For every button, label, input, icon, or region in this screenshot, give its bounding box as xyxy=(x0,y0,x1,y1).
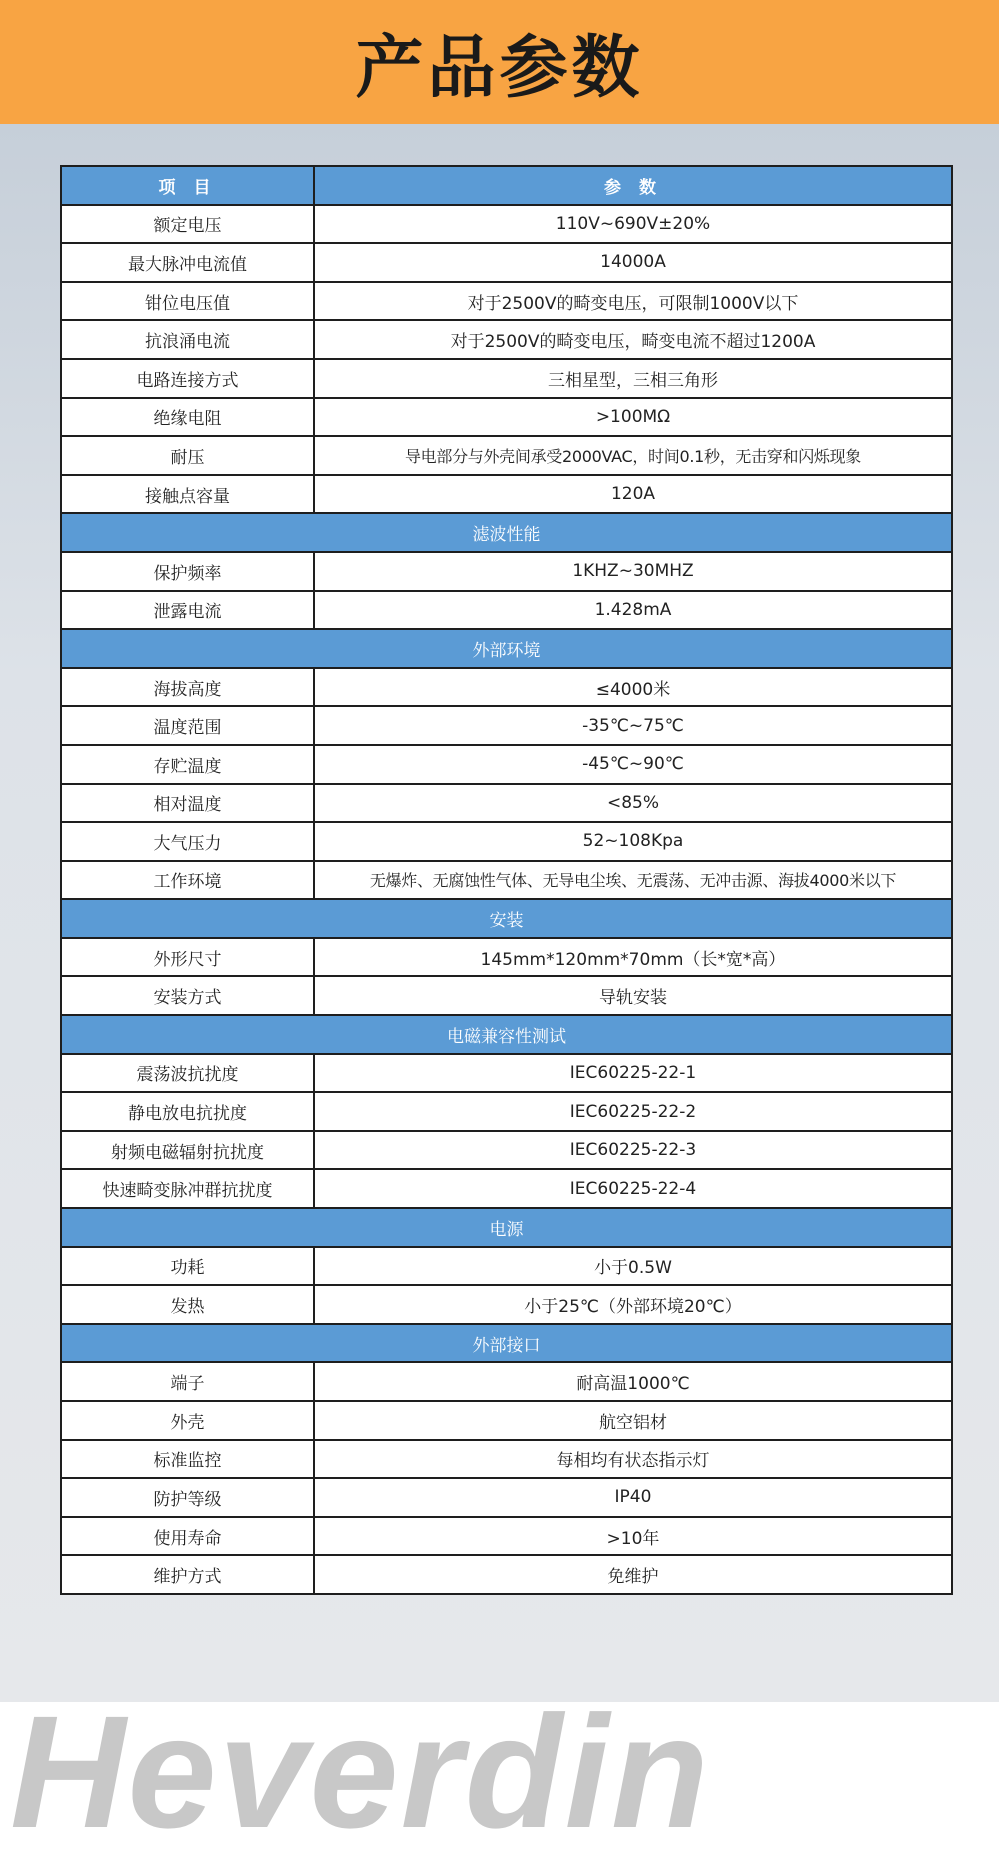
row-label: 外壳 xyxy=(61,1401,314,1440)
table-row xyxy=(61,1362,952,1401)
table-header-row xyxy=(61,166,952,205)
row-value: 120A xyxy=(314,475,952,514)
row-value: 14000A xyxy=(314,243,952,282)
row-value: 三相星型，三相三角形 xyxy=(314,359,952,398)
section-header-row xyxy=(61,1324,952,1363)
section-header-row xyxy=(61,629,952,668)
header-param: 参 数 xyxy=(314,166,952,205)
table-row xyxy=(61,398,952,437)
spec-table xyxy=(60,165,953,1595)
row-label: 接触点容量 xyxy=(61,475,314,514)
row-value: 每相均有状态指示灯 xyxy=(314,1440,952,1479)
row-value: IEC60225-22-1 xyxy=(314,1054,952,1093)
table-row xyxy=(61,359,952,398)
row-label: 绝缘电阻 xyxy=(61,398,314,437)
table-row xyxy=(61,591,952,630)
page-title: 产品参数 xyxy=(355,28,644,108)
section-header-row xyxy=(61,1015,952,1054)
row-label: 电路连接方式 xyxy=(61,359,314,398)
row-value: >10年 xyxy=(314,1517,952,1556)
row-label: 标准监控 xyxy=(61,1440,314,1479)
row-value: 免维护 xyxy=(314,1555,952,1594)
table-row xyxy=(61,1478,952,1517)
table-row xyxy=(61,436,952,475)
table-row xyxy=(61,1169,952,1208)
row-label: 最大脉冲电流值 xyxy=(61,243,314,282)
row-value: 1.428mA xyxy=(314,591,952,630)
table-row xyxy=(61,1092,952,1131)
header-item: 项 目 xyxy=(61,166,314,205)
table-row xyxy=(61,1555,952,1594)
row-label: 维护方式 xyxy=(61,1555,314,1594)
row-label: 工作环境 xyxy=(61,861,314,900)
row-label: 相对温度 xyxy=(61,784,314,823)
table-row xyxy=(61,938,952,977)
row-value: 小于25℃（外部环境20℃） xyxy=(314,1285,952,1324)
row-value: >100MΩ xyxy=(314,398,952,437)
row-value: 耐高温1000℃ xyxy=(314,1362,952,1401)
row-label: 温度范围 xyxy=(61,706,314,745)
section-title: 电源 xyxy=(61,1208,952,1247)
row-label: 存贮温度 xyxy=(61,745,314,784)
table-row xyxy=(61,784,952,823)
row-label: 防护等级 xyxy=(61,1478,314,1517)
table-row xyxy=(61,745,952,784)
table-row xyxy=(61,1401,952,1440)
row-value: -45℃~90℃ xyxy=(314,745,952,784)
row-label: 使用寿命 xyxy=(61,1517,314,1556)
table-row xyxy=(61,205,952,244)
row-value: 导轨安装 xyxy=(314,976,952,1015)
row-value: 110V~690V±20% xyxy=(314,205,952,244)
row-label: 安装方式 xyxy=(61,976,314,1015)
row-label: 端子 xyxy=(61,1362,314,1401)
row-label: 外形尺寸 xyxy=(61,938,314,977)
row-label: 钳位电压值 xyxy=(61,282,314,321)
row-value: IP40 xyxy=(314,1478,952,1517)
table-row xyxy=(61,1285,952,1324)
row-value: 对于2500V的畸变电压，可限制1000V以下 xyxy=(314,282,952,321)
row-label: 功耗 xyxy=(61,1247,314,1286)
table-row xyxy=(61,1247,952,1286)
row-label: 发热 xyxy=(61,1285,314,1324)
table-row xyxy=(61,243,952,282)
table-row xyxy=(61,1054,952,1093)
table-row xyxy=(61,552,952,591)
row-value: 导电部分与外壳间承受2000VAC，时间0.1秒，无击穿和闪烁现象 xyxy=(314,436,952,475)
row-value: 小于0.5W xyxy=(314,1247,952,1286)
page-header xyxy=(0,0,999,124)
row-label: 额定电压 xyxy=(61,205,314,244)
row-label: 射频电磁辐射抗扰度 xyxy=(61,1131,314,1170)
row-value: 对于2500V的畸变电压，畸变电流不超过1200A xyxy=(314,320,952,359)
table-row xyxy=(61,475,952,514)
table-row xyxy=(61,976,952,1015)
table-row xyxy=(61,706,952,745)
row-value: 航空铝材 xyxy=(314,1401,952,1440)
table-row xyxy=(61,1131,952,1170)
row-label: 保护频率 xyxy=(61,552,314,591)
table-row xyxy=(61,282,952,321)
section-header-row xyxy=(61,1208,952,1247)
table-row xyxy=(61,668,952,707)
section-header-row xyxy=(61,899,952,938)
section-title: 外部环境 xyxy=(61,629,952,668)
section-title: 安装 xyxy=(61,899,952,938)
row-value: ≤4000米 xyxy=(314,668,952,707)
row-value: 无爆炸、无腐蚀性气体、无导电尘埃、无震荡、无冲击源、海拔4000米以下 xyxy=(314,861,952,900)
row-label: 静电放电抗扰度 xyxy=(61,1092,314,1131)
row-value: -35℃~75℃ xyxy=(314,706,952,745)
row-value: IEC60225-22-4 xyxy=(314,1169,952,1208)
row-value: IEC60225-22-2 xyxy=(314,1092,952,1131)
row-value: 1KHZ~30MHZ xyxy=(314,552,952,591)
row-value: IEC60225-22-3 xyxy=(314,1131,952,1170)
row-label: 耐压 xyxy=(61,436,314,475)
row-label: 震荡波抗扰度 xyxy=(61,1054,314,1093)
row-value: 52~108Kpa xyxy=(314,822,952,861)
table-row xyxy=(61,822,952,861)
table-row xyxy=(61,1517,952,1556)
table-row xyxy=(61,861,952,900)
section-header-row xyxy=(61,513,952,552)
row-label: 大气压力 xyxy=(61,822,314,861)
row-value: <85% xyxy=(314,784,952,823)
row-value: 145mm*120mm*70mm（长*宽*高） xyxy=(314,938,952,977)
row-label: 泄露电流 xyxy=(61,591,314,630)
row-label: 快速畸变脉冲群抗扰度 xyxy=(61,1169,314,1208)
section-title: 滤波性能 xyxy=(61,513,952,552)
section-title: 电磁兼容性测试 xyxy=(61,1015,952,1054)
section-title: 外部接口 xyxy=(61,1324,952,1363)
row-label: 海拔高度 xyxy=(61,668,314,707)
table-row xyxy=(61,320,952,359)
brand-logo: Heverdin xyxy=(10,1682,711,1861)
table-row xyxy=(61,1440,952,1479)
row-label: 抗浪涌电流 xyxy=(61,320,314,359)
